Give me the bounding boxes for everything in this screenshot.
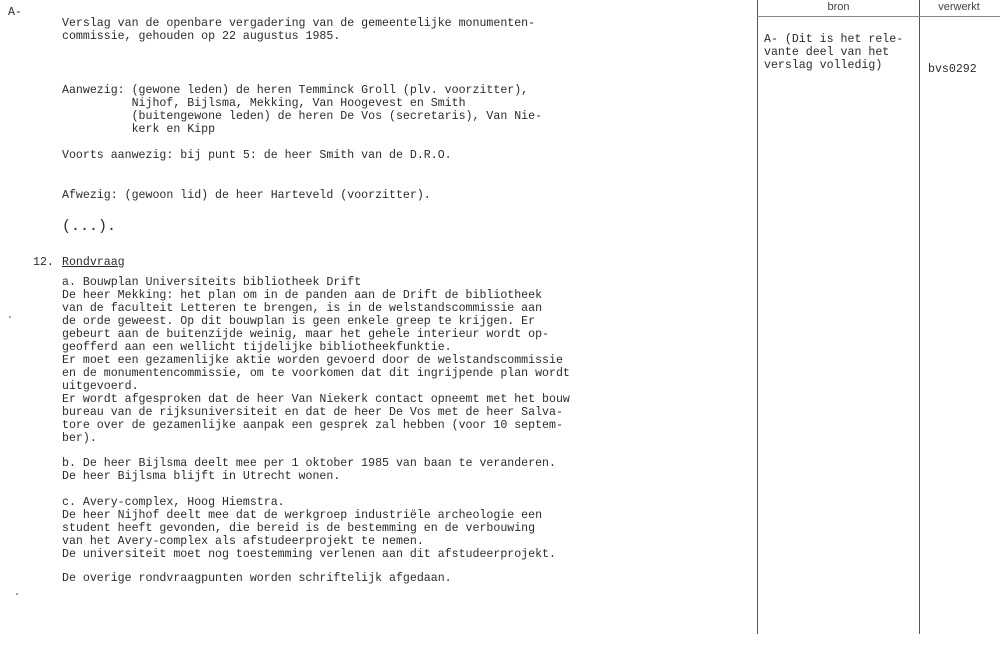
omission-ellipsis: (...).: [62, 218, 117, 235]
item-c-line: student heeft gevonden, die bereid is de bestemming en de verbouwing: [62, 522, 536, 535]
document-title-line-2: commissie, gehouden op 22 augustus 1985.: [62, 30, 341, 43]
item-a-line: en de monumentencommissie, om te voorkomen dat dit ingrijpende plan wordt: [62, 367, 570, 380]
item-a-line: ber).: [62, 432, 97, 445]
item-a-line: gebeurt aan de buitenzijde weinig, maar het gehele interieur wordt op-: [62, 328, 550, 341]
item-a-line: Er moet een gezamenlijke aktie worden gevoerd door de welstandscommissie: [62, 354, 563, 367]
attendance-present-line-4: kerk en Kipp: [62, 123, 216, 136]
sidebar-header-rule: [757, 16, 1000, 17]
item-a-line: de orde geweest. Op dit bouwplan is geen enkele greep te krijgen. Er: [62, 315, 536, 328]
item-a-line: bureau van de rijksuniversiteit en dat de heer De Vos met de heer Salva-: [62, 406, 563, 419]
section-heading: Rondvraag: [62, 256, 125, 269]
scan-speck: [16, 593, 18, 595]
sidebar-divider-left: [757, 0, 758, 634]
item-a-line: geofferd aan een wellicht tijdelijke bibliotheekfunktie.: [62, 341, 452, 354]
absent-line: Afwezig: (gewoon lid) de heer Harteveld (voorzitter).: [62, 189, 431, 202]
item-a-line: tore over de gezamenlijke aanpak een gesprek zal hebben (voor 10 septem-: [62, 419, 563, 432]
item-b-line: b. De heer Bijlsma deelt mee per 1 oktober 1985 van baan te veranderen.: [62, 457, 556, 470]
also-present-line: Voorts aanwezig: bij punt 5: de heer Smith van de D.R.O.: [62, 149, 452, 162]
attendance-present-line-1: Aanwezig: (gewone leden) de heren Temminck Groll (plv. voorzitter),: [62, 84, 529, 97]
item-a-line: uitgevoerd.: [62, 380, 139, 393]
column-header-source: bron: [827, 1, 850, 13]
attendance-present-line-3: (buitengewone leden) de heren De Vos (secretaris), Van Nie-: [62, 110, 543, 123]
source-note-line-3: verslag volledig): [764, 59, 883, 72]
item-c-line: De universiteit moet nog toestemming verlenen aan dit afstudeerprojekt.: [62, 548, 556, 561]
processed-code: bvs0292: [928, 63, 977, 76]
item-a-line: van de faculteit Letteren te brengen, is in de welstandscommissie aan: [62, 302, 543, 315]
margin-mark: A-: [8, 6, 22, 19]
attendance-present-line-2: Nijhof, Bijlsma, Mekking, Van Hoogevest en Smith: [62, 97, 466, 110]
closing-line: De overige rondvraagpunten worden schriftelijk afgedaan.: [62, 572, 452, 585]
source-note-line-1: A- (Dit is het rele-: [764, 33, 904, 46]
item-a-line: a. Bouwplan Universiteits bibliotheek Drift: [62, 276, 362, 289]
item-a-line: De heer Mekking: het plan om in de panden aan de Drift de bibliotheek: [62, 289, 543, 302]
section-number: 12.: [33, 256, 54, 269]
scan-speck: [9, 316, 11, 318]
item-a-line: Er wordt afgesproken dat de heer Van Niekerk contact opneemt met het bouw: [62, 393, 570, 406]
source-note-line-2: vante deel van het: [764, 46, 890, 59]
item-c-line: De heer Nijhof deelt mee dat de werkgroep industriële archeologie een: [62, 509, 543, 522]
item-c-line: c. Avery-complex, Hoog Hiemstra.: [62, 496, 285, 509]
sidebar-divider-right: [919, 0, 920, 634]
document-title-line-1: Verslag van de openbare vergadering van de gemeentelijke monumenten-: [62, 17, 536, 30]
item-b-line: De heer Bijlsma blijft in Utrecht wonen.: [62, 470, 341, 483]
item-c-line: van het Avery-complex als afstudeerprojekt te nemen.: [62, 535, 424, 548]
column-header-processed: verwerkt: [938, 1, 980, 13]
